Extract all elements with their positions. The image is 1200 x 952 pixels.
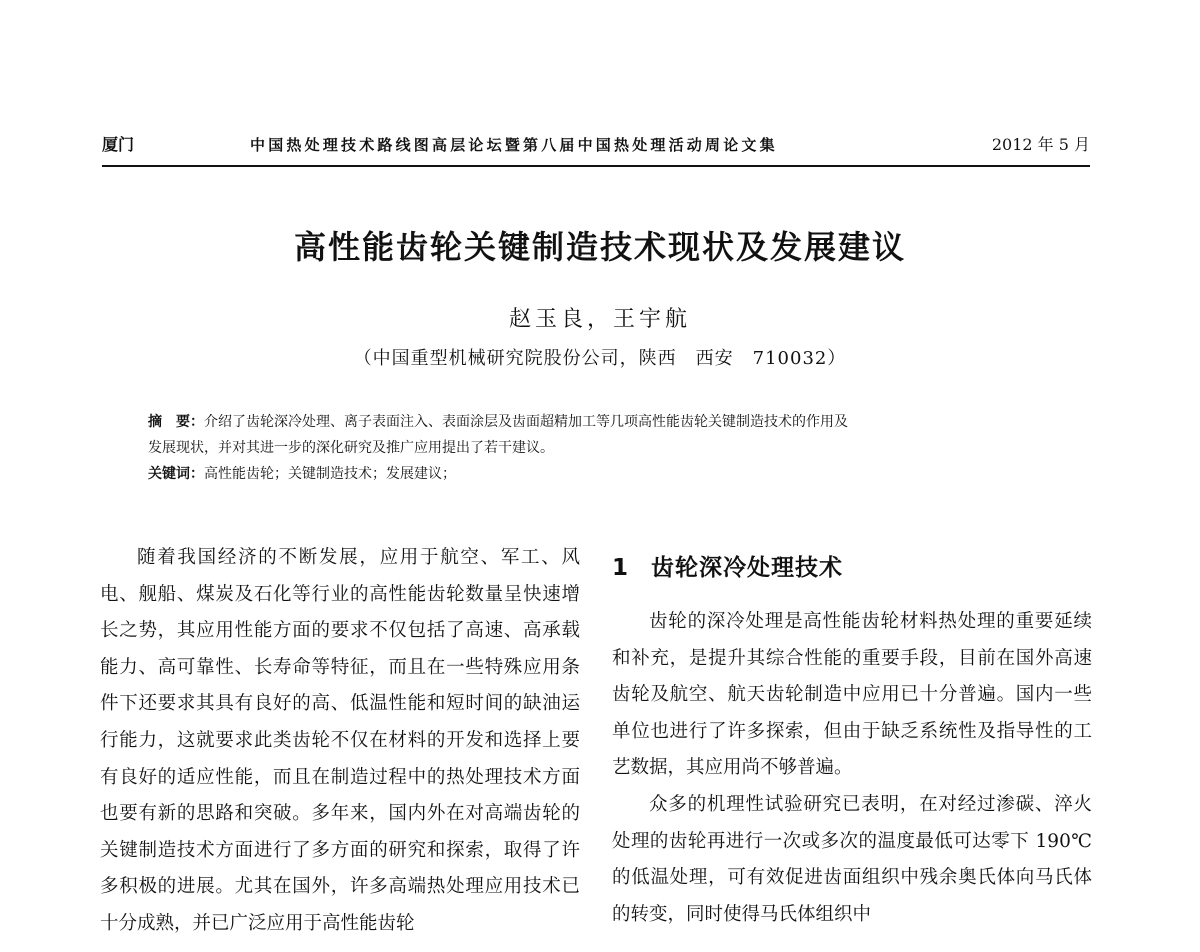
abstract-block — [148, 409, 1060, 487]
section-1-paragraph-1: 齿轮的深冷处理是高性能齿轮材料热处理的重要延续和补充，是提升其综合性能的重要手段，目前在国外高速齿轮及航空、航天齿轮制造中应用已十分普遍。国内一些单位也进行了许多探索，但由于缺乏系统性及指导性的工艺数据，其应用尚不够普遍。 — [612, 611, 1092, 779]
header-rule — [102, 165, 1090, 167]
header-series-title: 中国热处理技术路线图高层论坛暨第八届中国热处理活动周论文集 — [250, 136, 778, 154]
left-column — [100, 540, 580, 943]
keywords-text: 高性能齿轮；关键制造技术；发展建议； — [204, 466, 456, 482]
paper-title: 高性能齿轮关键制造技术现状及发展建议 — [293, 228, 906, 266]
section-1-number: 1 — [612, 555, 630, 581]
abstract-text-1: 介绍了齿轮深冷处理、离子表面注入、表面涂层及齿面超精加工等几项高性能齿轮关键制造技术的作用及 — [204, 414, 848, 430]
section-1-title: 齿轮深冷处理技术 — [651, 555, 844, 581]
abstract-line-1 — [148, 409, 1060, 435]
header-city: 厦门 — [102, 135, 135, 154]
keywords-label: 关键词： — [148, 466, 204, 482]
section-1-paragraph-2: 众多的机理性试验研究已表明，在对经过渗碳、淬火处理的齿轮再进行一次或多次的温度最低可达零下 190℃的低温处理，可有效促进齿面组织中残余奥氏体向马氏体的转变，同时使得马氏体组织中 — [612, 793, 1092, 925]
abstract-label: 摘 要： — [148, 414, 204, 430]
header-date: 2012 年 5 月 — [991, 135, 1090, 154]
running-header — [102, 131, 1090, 163]
paper-authors: 赵玉良，王宇航 — [508, 307, 691, 332]
keywords-line — [148, 461, 1060, 487]
abstract-line-2: 发展现状，并对其进一步的深化研究及推广应用提出了若干建议。 — [148, 440, 554, 456]
paper-affiliation: （中国重型机械研究院股份公司，陕西 西安 710032） — [353, 348, 847, 369]
section-1-heading — [612, 548, 1092, 604]
right-column — [612, 548, 1092, 933]
intro-paragraph: 随着我国经济的不断发展，应用于航空、军工、风电、舰船、煤炭及石化等行业的高性能齿轮数量呈快速增长之势，其应用性能方面的要求不仅包括了高速、高承载能力、高可靠性、长寿命等特征，而且在一些特殊应用条件下还要求其具有良好的高、低温性能和短时间的缺油运行能力，这就要求此类齿轮不仅在材料的开发和选择上要有良好的适应性能，而且在制造过程中的热处理技术方面也要有新的思路和突破。多年来，国内外在对高端齿轮的关键制造技术方面进行了多方面的研究和探索，取得了许多积极的进展。尤其在国外，许多高端热处理应用技术已十分成熟，并已广泛应用于高性能齿轮 — [100, 547, 580, 934]
